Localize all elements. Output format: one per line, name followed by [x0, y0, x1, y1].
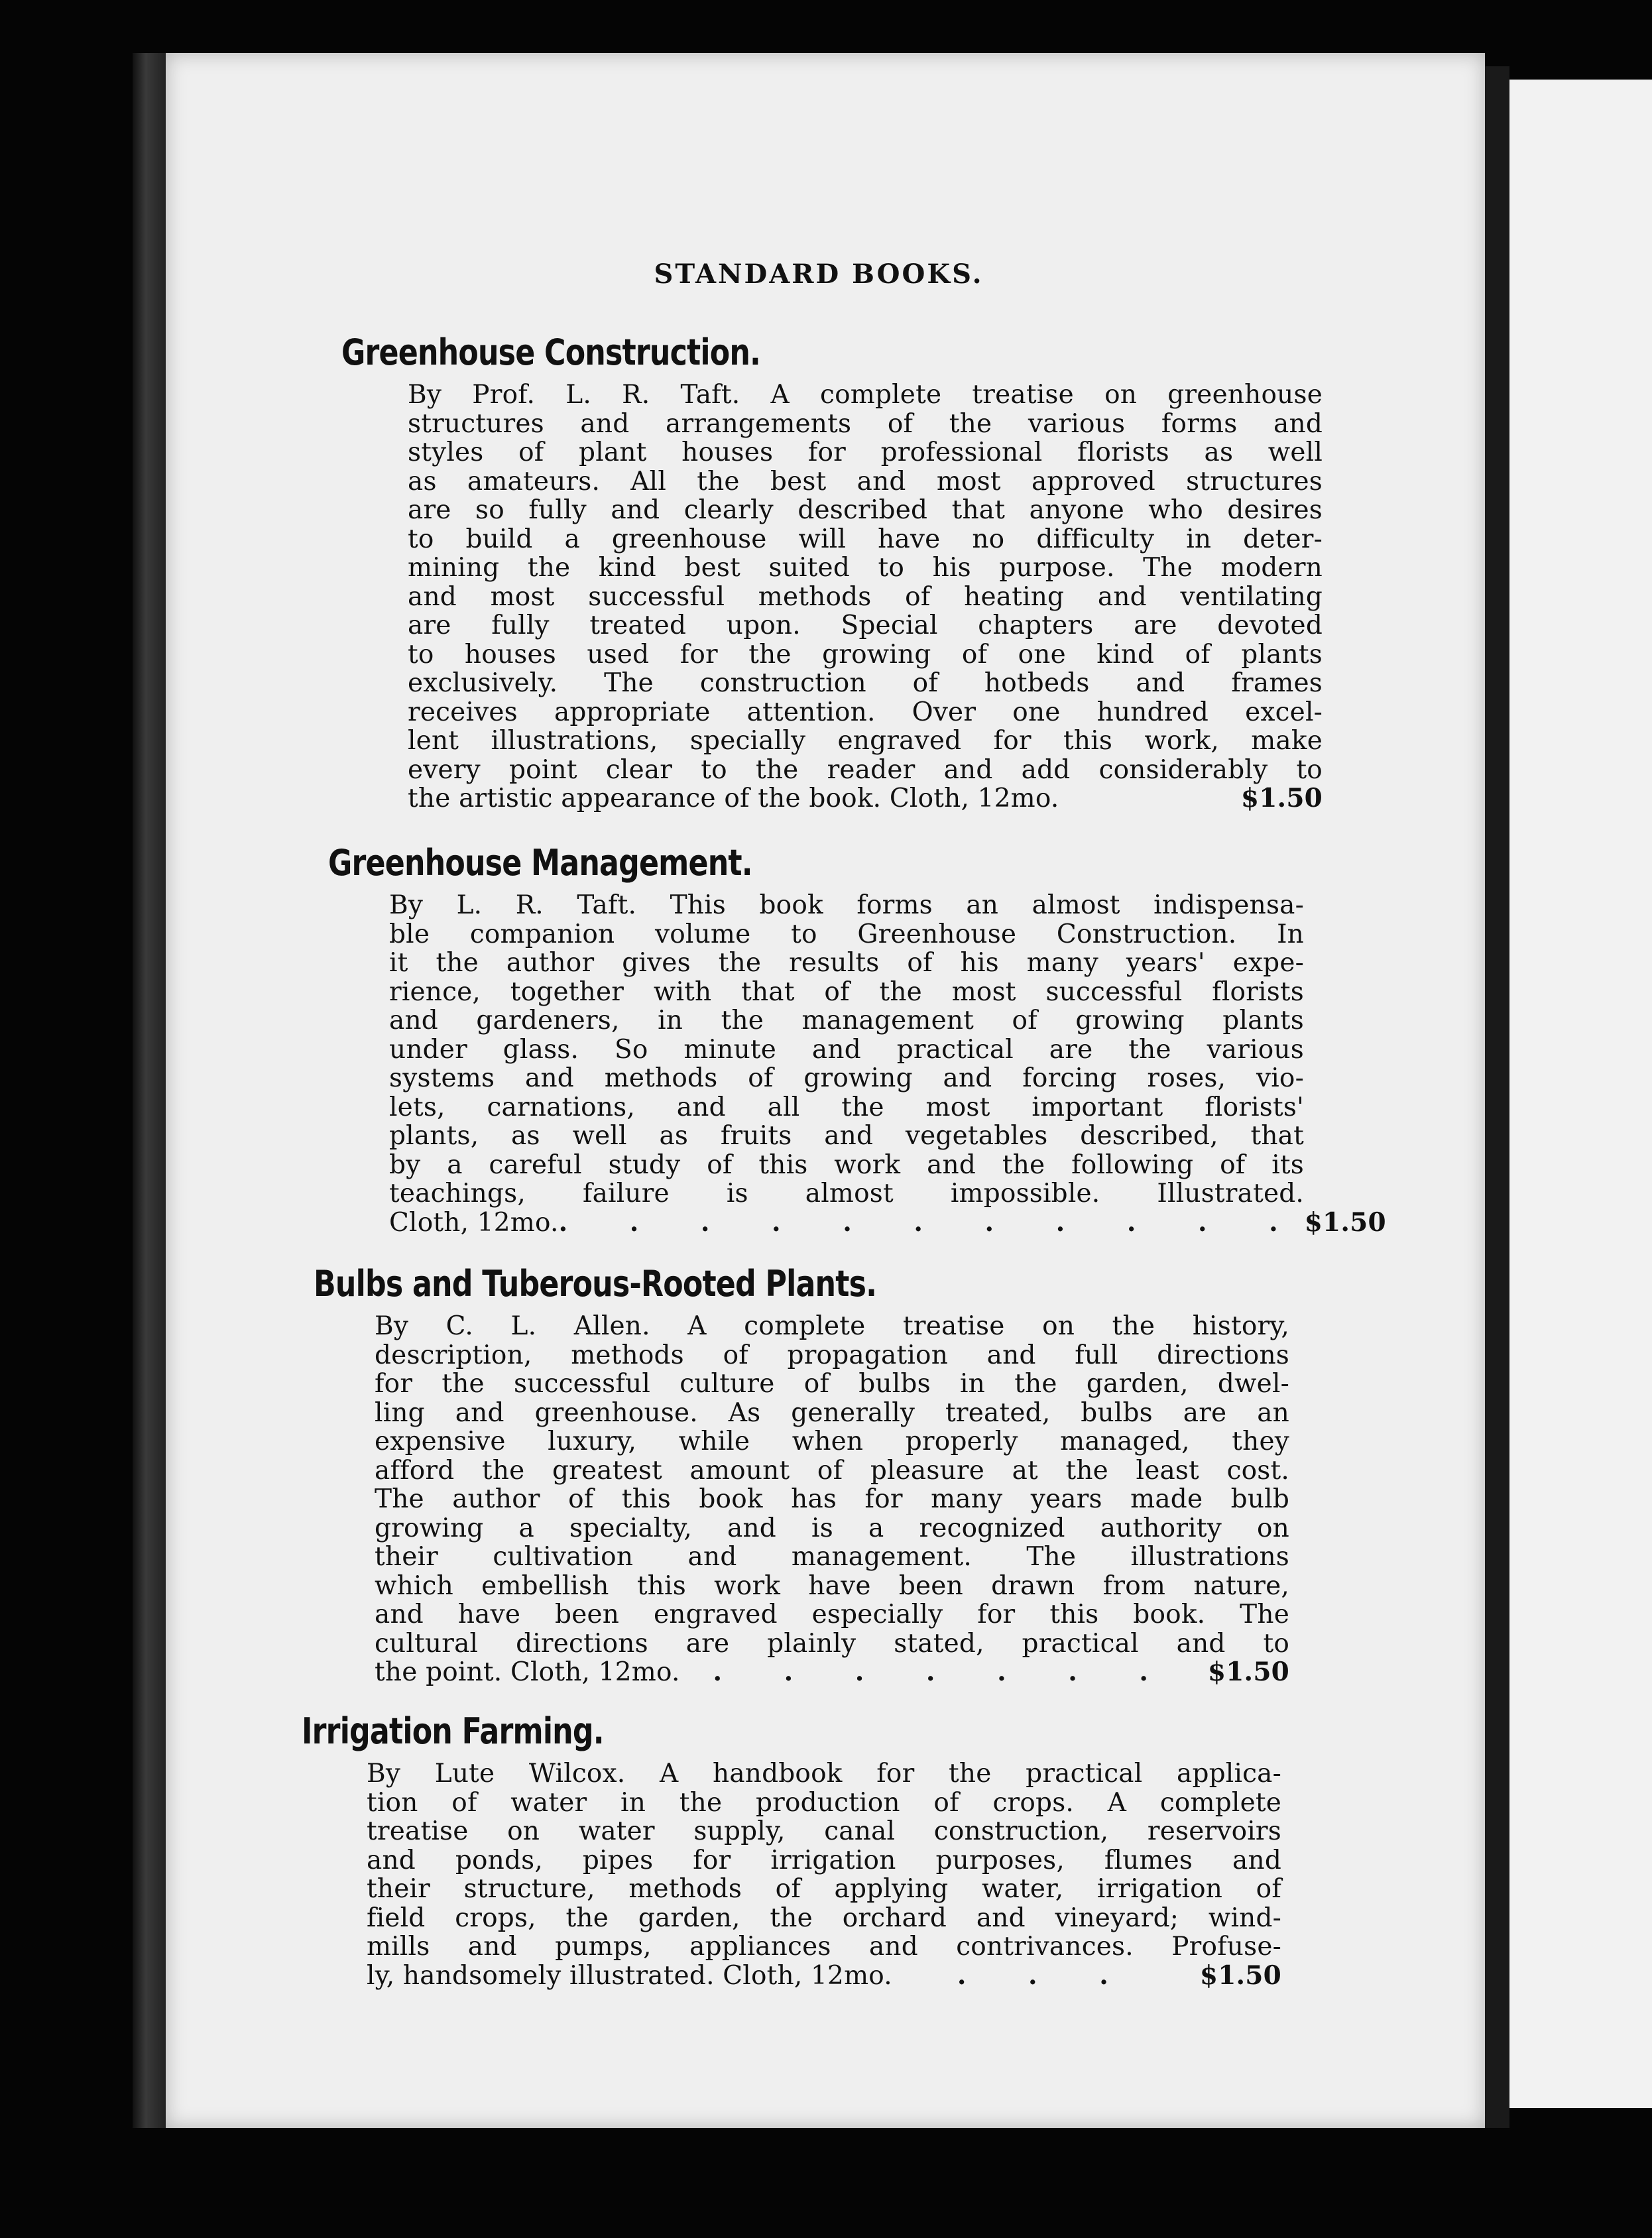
description-line: lent illustrations, specially engraved for this work, make	[408, 726, 1323, 756]
description-line: the artistic appearance of the book. Cloth, 12mo.	[408, 784, 1059, 813]
description-last-line	[408, 784, 1323, 813]
description-line: ling and greenhouse. As generally treated, bulbs are an	[375, 1397, 1289, 1428]
book-entry	[314, 1263, 1289, 1687]
description-line: By L. R. Taft. This book forms an almost indispensa-	[389, 890, 1304, 920]
description-line: the point. Cloth, 12mo.	[375, 1657, 680, 1687]
description-line: and gardeners, in the management of growing plants	[389, 1006, 1304, 1035]
entry-title: Greenhouse Construction.	[341, 331, 761, 373]
description-line: receives appropriate attention. Over one hundred excel-	[408, 697, 1323, 727]
description-line: description, methods of propagation and full directions	[375, 1340, 1289, 1370]
price: $1.50	[1240, 783, 1323, 813]
entry-title: Irrigation Farming.	[302, 1710, 604, 1752]
description-line: teachings, failure is almost impossible. Illustrated.	[389, 1179, 1304, 1208]
description-line: mills and pumps, appliances and contrivances. Profuse-	[367, 1932, 1281, 1962]
description-line: expensive luxury, while when properly managed, they	[375, 1427, 1289, 1456]
description-line: By C. L. Allen. A complete treatise on the history,	[375, 1311, 1289, 1341]
description-line: By Lute Wilcox. A handbook for the practical applica-	[367, 1759, 1281, 1789]
description-line: by a careful study of this work and the following of its	[389, 1149, 1304, 1180]
description-line: The author of this book has for many years made bulb	[375, 1484, 1289, 1514]
description-line: rience, together with that of the most successful florists	[389, 976, 1304, 1007]
price: $1.50	[1304, 1207, 1386, 1238]
entry-title: Bulbs and Tuberous-Rooted Plants.	[314, 1263, 877, 1305]
description-line: styles of plant houses for professional florists as well	[408, 438, 1323, 467]
entry-description	[408, 381, 1323, 813]
description-line: By Prof. L. R. Taft. A complete treatise on greenhouse	[408, 380, 1323, 410]
entry-description	[375, 1312, 1289, 1687]
leader-dots: . . . . . . .	[713, 1657, 1175, 1687]
description-line: Cloth, 12mo.	[389, 1207, 559, 1238]
description-line: ly, handsomely illustrated. Cloth, 12mo.	[367, 1960, 892, 1991]
description-line: and have been engraved especially for this book. The	[375, 1600, 1289, 1629]
price: $1.50	[1207, 1657, 1289, 1687]
description-line: ble companion volume to Greenhouse Construction. In	[389, 919, 1304, 949]
book-spine-edge	[133, 53, 166, 2128]
book-entry	[302, 1710, 1281, 1990]
description-line: their structure, methods of applying water, irrigation of	[367, 1874, 1281, 1904]
description-line: for the successful culture of bulbs in the garden, dwel-	[375, 1369, 1289, 1399]
description-line: to build a greenhouse will have no difficulty in deter-	[408, 524, 1323, 554]
leader-dots: . . .	[957, 1960, 1135, 1991]
description-line: every point clear to the reader and add considerably to	[408, 754, 1323, 785]
description-line: are so fully and clearly described that anyone who desires	[408, 495, 1323, 525]
description-line: it the author gives the results of his many years' expe-	[389, 948, 1304, 978]
description-line: mining the kind best suited to his purpose. The modern	[408, 553, 1323, 583]
description-line: are fully treated upon. Special chapters are devoted	[408, 611, 1323, 640]
description-last-line	[367, 1962, 1281, 1991]
price: $1.50	[1199, 1960, 1281, 1991]
entry-title: Greenhouse Management.	[328, 842, 752, 884]
description-line: field crops, the garden, the orchard and vineyard; wind-	[367, 1903, 1281, 1933]
description-line: treatise on water supply, canal construction, reservoirs	[367, 1816, 1281, 1846]
description-line: plants, as well as fruits and vegetables described, that	[389, 1121, 1304, 1151]
running-head: STANDARD BOOKS.	[654, 259, 984, 290]
description-last-line	[389, 1207, 1386, 1238]
description-line: tion of water in the production of crops. A complete	[367, 1787, 1281, 1818]
description-line: growing a specialty, and is a recognized authority on	[375, 1513, 1289, 1543]
book-entry	[328, 842, 1386, 1238]
description-line: structures and arrangements of the various forms and	[408, 408, 1323, 439]
description-line: to houses used for the growing of one kind of plants	[408, 639, 1323, 670]
description-line: lets, carnations, and all the most important florists'	[389, 1092, 1304, 1122]
description-line: which embellish this work have been drawn from nature,	[375, 1570, 1289, 1601]
entry-description	[367, 1759, 1281, 1990]
description-line: under glass. So minute and practical are the various	[389, 1034, 1304, 1065]
entry-description	[389, 890, 1386, 1238]
description-line: as amateurs. All the best and most approved structures	[408, 466, 1323, 497]
book-entry	[341, 331, 1323, 813]
description-line: cultural directions are plainly stated, practical and to	[375, 1628, 1289, 1659]
facing-page	[1509, 80, 1652, 2108]
description-line: systems and methods of growing and forcing roses, vio-	[389, 1063, 1304, 1093]
description-last-line	[375, 1658, 1289, 1687]
description-line: exclusively. The construction of hotbeds and frames	[408, 668, 1323, 698]
description-line: afford the greatest amount of pleasure at the least cost.	[375, 1455, 1289, 1486]
description-line: and ponds, pipes for irrigation purposes, flumes and	[367, 1845, 1281, 1875]
description-line: and most successful methods of heating and ventilating	[408, 581, 1323, 612]
description-line: their cultivation and management. The illustrations	[375, 1542, 1289, 1572]
leader-dots: . . . . . . . . . . .	[558, 1207, 1305, 1238]
